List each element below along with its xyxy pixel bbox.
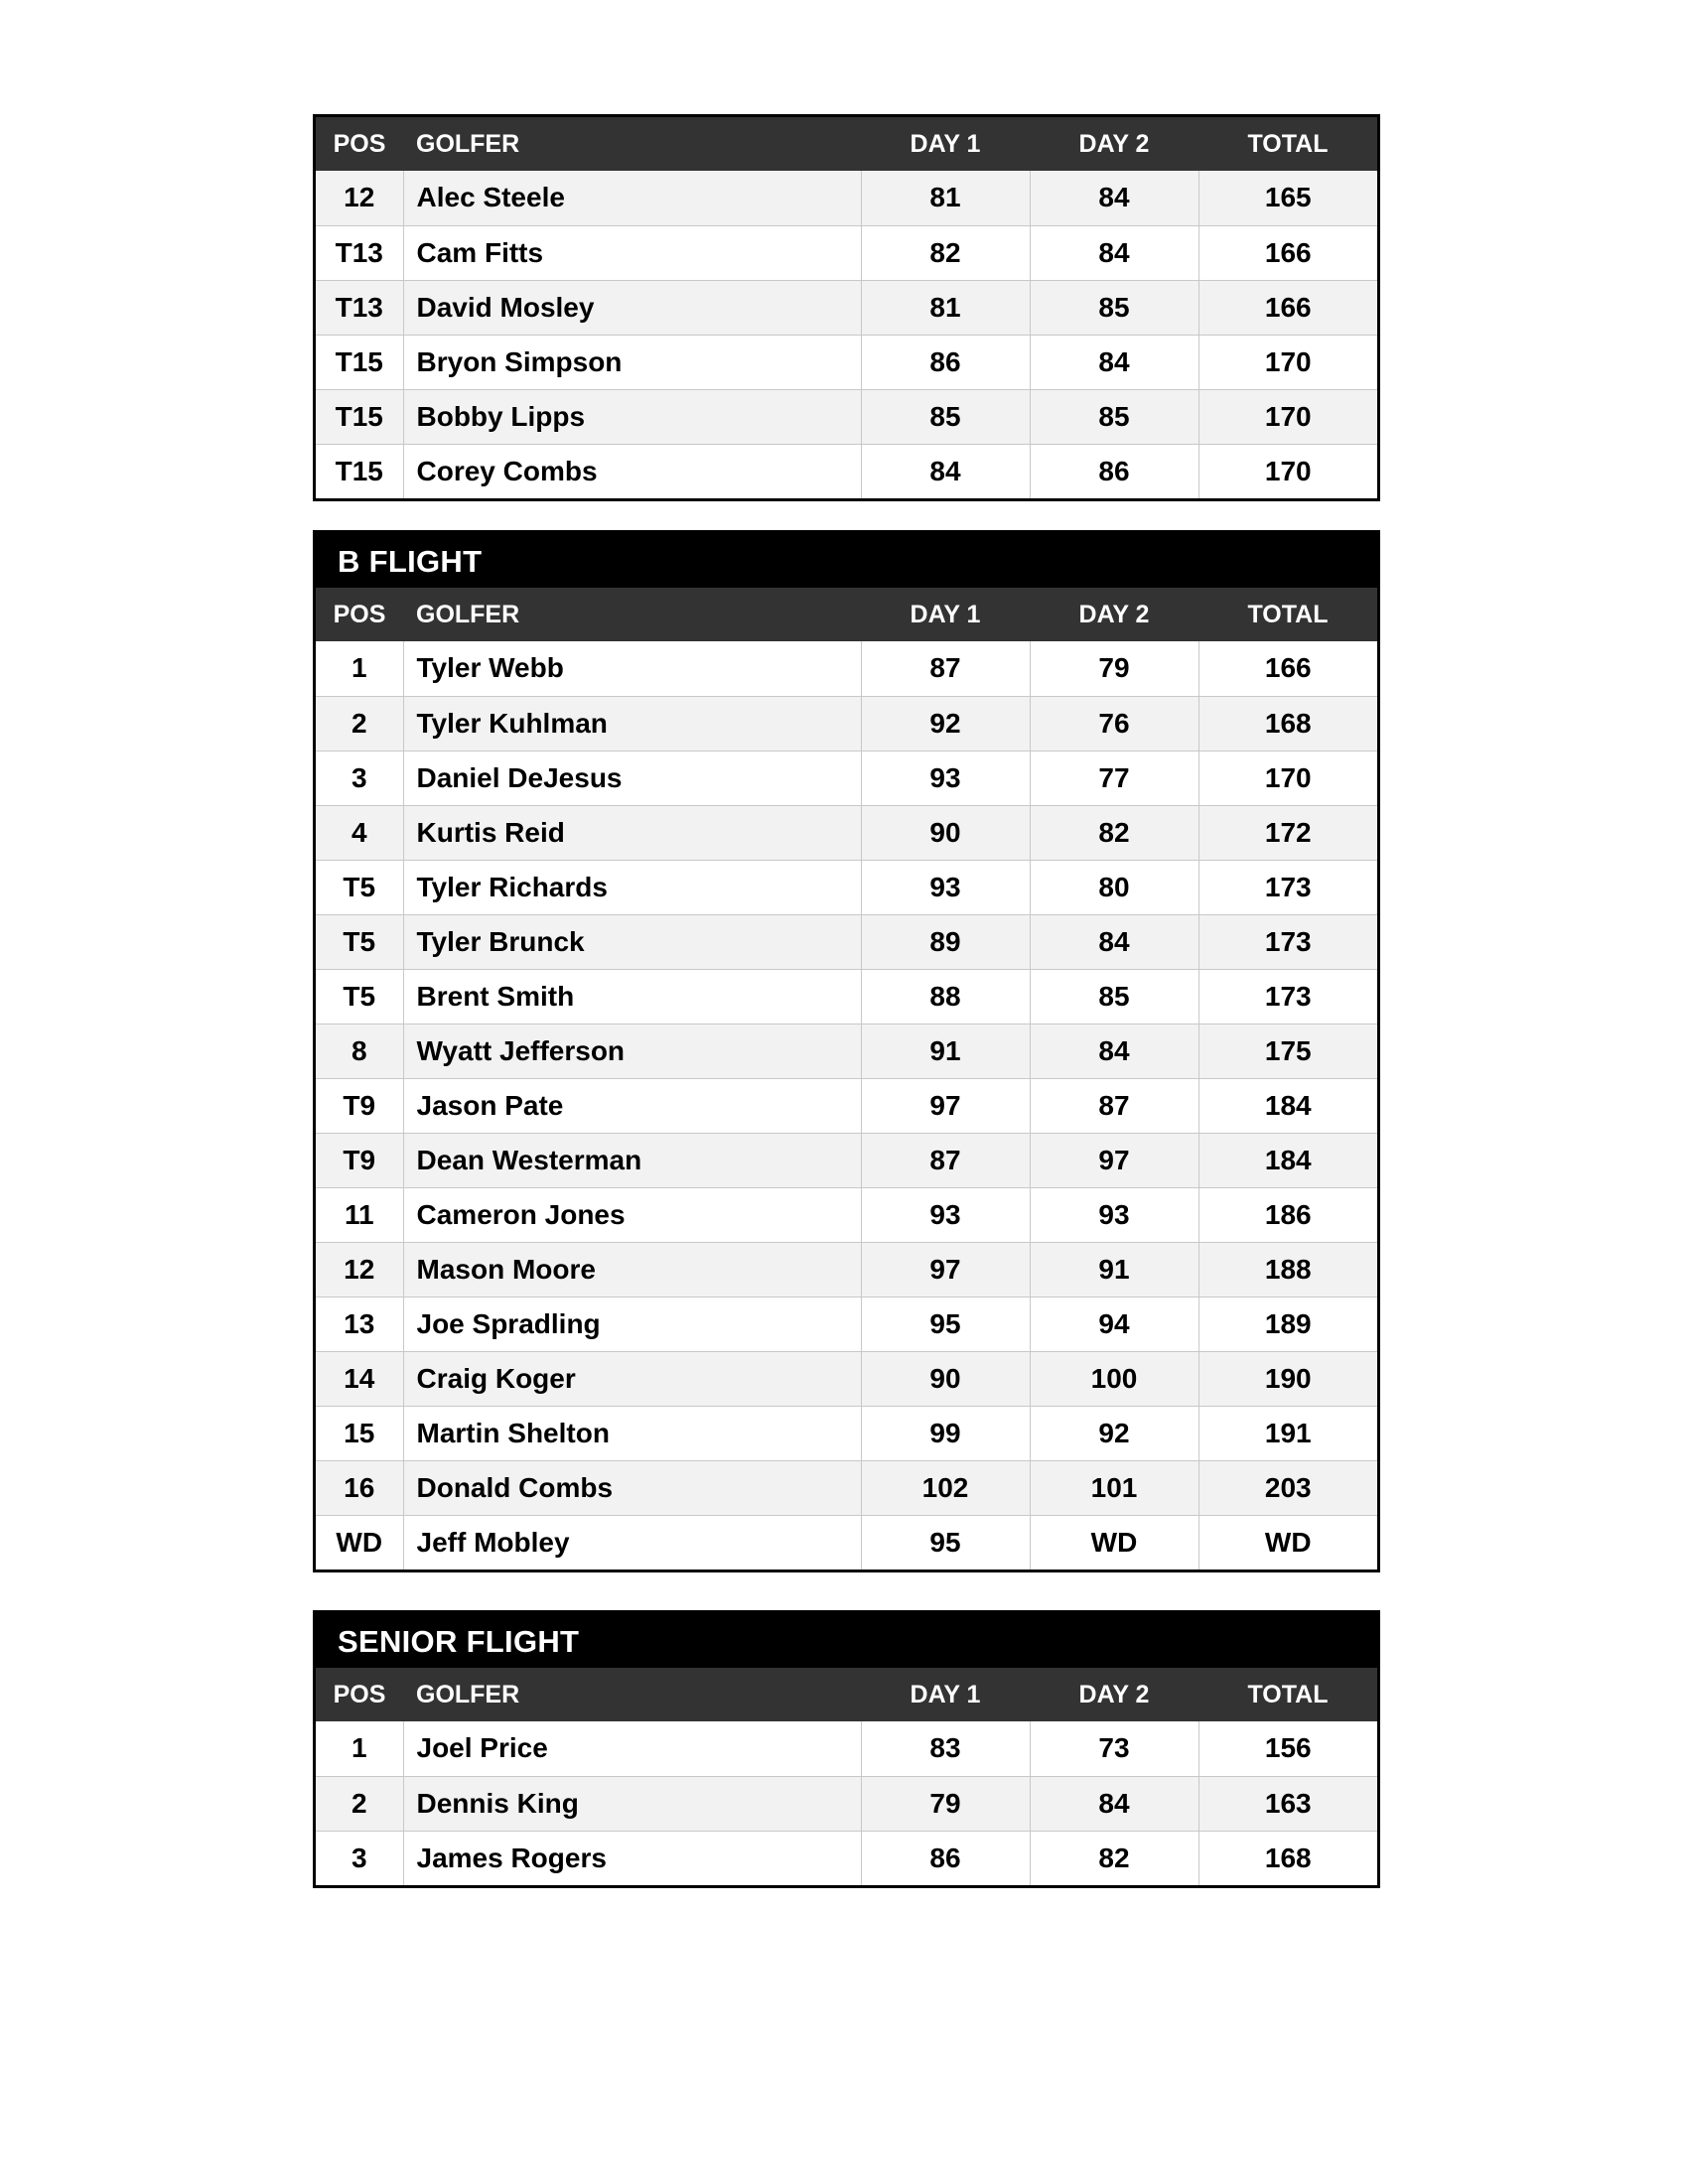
day1-score: 81 — [861, 171, 1030, 225]
day2-score: 77 — [1030, 751, 1198, 805]
golfer-name: James Rogers — [403, 1831, 861, 1885]
pos-cell: 2 — [316, 1776, 403, 1831]
day2-score: 87 — [1030, 1078, 1198, 1133]
golfer-name: David Mosley — [403, 280, 861, 335]
day2-score: 84 — [1030, 335, 1198, 389]
day2-score: 84 — [1030, 1776, 1198, 1831]
table-row — [316, 171, 1377, 225]
golfer-name: Tyler Kuhlman — [403, 696, 861, 751]
golfer-name: Kurtis Reid — [403, 805, 861, 860]
golfer-header: GOLFER — [403, 1668, 861, 1721]
day2-score: 82 — [1030, 1831, 1198, 1885]
day2-score: 100 — [1030, 1351, 1198, 1406]
total-header: TOTAL — [1198, 1668, 1377, 1721]
day1-header: DAY 1 — [861, 117, 1030, 171]
day2-score: 85 — [1030, 280, 1198, 335]
day1-score: 102 — [861, 1460, 1030, 1515]
golfer-name: Wyatt Jefferson — [403, 1024, 861, 1078]
total-score: 166 — [1198, 280, 1377, 335]
day1-score: 97 — [861, 1078, 1030, 1133]
pos-cell: 12 — [316, 1242, 403, 1297]
pos-cell: T5 — [316, 860, 403, 914]
pos-cell: 13 — [316, 1297, 403, 1351]
total-score: 188 — [1198, 1242, 1377, 1297]
golfer-name: Brent Smith — [403, 969, 861, 1024]
leaderboard-continued — [313, 114, 1380, 501]
total-score: 170 — [1198, 444, 1377, 498]
golfer-name: Jeff Mobley — [403, 1515, 861, 1570]
total-score: 184 — [1198, 1133, 1377, 1187]
day1-score: 90 — [861, 805, 1030, 860]
table-row — [316, 1721, 1377, 1776]
day1-score: 92 — [861, 696, 1030, 751]
total-score: 173 — [1198, 860, 1377, 914]
golfer-name: Cameron Jones — [403, 1187, 861, 1242]
pos-cell: T5 — [316, 914, 403, 969]
pos-cell: 16 — [316, 1460, 403, 1515]
golfer-name: Alec Steele — [403, 171, 861, 225]
day1-score: 82 — [861, 225, 1030, 280]
day2-score: 84 — [1030, 914, 1198, 969]
pos-cell: 2 — [316, 696, 403, 751]
day2-score: 91 — [1030, 1242, 1198, 1297]
golfer-name: Tyler Richards — [403, 860, 861, 914]
golfer-header: GOLFER — [403, 588, 861, 641]
day2-score: 80 — [1030, 860, 1198, 914]
total-score: 163 — [1198, 1776, 1377, 1831]
golfer-name: Bobby Lipps — [403, 389, 861, 444]
day2-score: 79 — [1030, 641, 1198, 696]
total-score: 170 — [1198, 751, 1377, 805]
pos-cell: T15 — [316, 389, 403, 444]
day1-score: 83 — [861, 1721, 1030, 1776]
table-row — [316, 389, 1377, 444]
total-score: 168 — [1198, 696, 1377, 751]
total-score: 189 — [1198, 1297, 1377, 1351]
table-row — [316, 751, 1377, 805]
total-score: 203 — [1198, 1460, 1377, 1515]
table-row — [316, 335, 1377, 389]
day1-score: 86 — [861, 1831, 1030, 1885]
table-row — [316, 280, 1377, 335]
day2-score: 94 — [1030, 1297, 1198, 1351]
day2-score: 73 — [1030, 1721, 1198, 1776]
golfer-name: Corey Combs — [403, 444, 861, 498]
day2-score: 92 — [1030, 1406, 1198, 1460]
pos-cell: T5 — [316, 969, 403, 1024]
day1-score: 99 — [861, 1406, 1030, 1460]
total-score: WD — [1198, 1515, 1377, 1570]
day2-header: DAY 2 — [1030, 588, 1198, 641]
day2-score: 97 — [1030, 1133, 1198, 1187]
pos-header: POS — [316, 117, 403, 171]
table-row — [316, 969, 1377, 1024]
day1-score: 97 — [861, 1242, 1030, 1297]
table-row — [316, 444, 1377, 498]
golfer-name: Martin Shelton — [403, 1406, 861, 1460]
day2-score: 93 — [1030, 1187, 1198, 1242]
total-score: 170 — [1198, 389, 1377, 444]
table-row — [316, 1776, 1377, 1831]
table-header-row — [316, 588, 1377, 641]
pos-header: POS — [316, 1668, 403, 1721]
total-score: 184 — [1198, 1078, 1377, 1133]
table-row — [316, 696, 1377, 751]
total-score: 156 — [1198, 1721, 1377, 1776]
day2-score: 84 — [1030, 171, 1198, 225]
day2-score: 85 — [1030, 389, 1198, 444]
golfer-name: Tyler Brunck — [403, 914, 861, 969]
day1-score: 95 — [861, 1515, 1030, 1570]
pos-cell: WD — [316, 1515, 403, 1570]
day1-score: 90 — [861, 1351, 1030, 1406]
golfer-name: Joel Price — [403, 1721, 861, 1776]
golfer-name: Donald Combs — [403, 1460, 861, 1515]
table-header-row — [316, 1668, 1377, 1721]
total-score: 175 — [1198, 1024, 1377, 1078]
pos-cell: 8 — [316, 1024, 403, 1078]
day1-header: DAY 1 — [861, 1668, 1030, 1721]
pos-cell: 3 — [316, 751, 403, 805]
leaderboard-table — [316, 117, 1377, 498]
senior-flight-section — [313, 1610, 1380, 1888]
total-score: 173 — [1198, 969, 1377, 1024]
table-row — [316, 1078, 1377, 1133]
table-row — [316, 1242, 1377, 1297]
day1-score: 93 — [861, 1187, 1030, 1242]
table-row — [316, 225, 1377, 280]
golfer-name: Craig Koger — [403, 1351, 861, 1406]
golfer-header: GOLFER — [403, 117, 861, 171]
pos-cell: 11 — [316, 1187, 403, 1242]
golfer-name: Jason Pate — [403, 1078, 861, 1133]
pos-cell: T9 — [316, 1133, 403, 1187]
total-score: 166 — [1198, 641, 1377, 696]
pos-cell: 1 — [316, 641, 403, 696]
golfer-name: Dean Westerman — [403, 1133, 861, 1187]
table-row — [316, 1406, 1377, 1460]
flight-title: B FLIGHT — [316, 533, 1377, 588]
pos-cell: 12 — [316, 171, 403, 225]
table-row — [316, 1515, 1377, 1570]
day2-header: DAY 2 — [1030, 117, 1198, 171]
golfer-name: Bryon Simpson — [403, 335, 861, 389]
day1-score: 84 — [861, 444, 1030, 498]
total-score: 191 — [1198, 1406, 1377, 1460]
total-score: 186 — [1198, 1187, 1377, 1242]
pos-cell: 1 — [316, 1721, 403, 1776]
pos-cell: T13 — [316, 280, 403, 335]
table-row — [316, 1460, 1377, 1515]
day1-score: 89 — [861, 914, 1030, 969]
day2-score: 85 — [1030, 969, 1198, 1024]
day2-score: 101 — [1030, 1460, 1198, 1515]
day1-header: DAY 1 — [861, 588, 1030, 641]
total-score: 165 — [1198, 171, 1377, 225]
total-header: TOTAL — [1198, 117, 1377, 171]
table-row — [316, 1831, 1377, 1885]
day1-score: 87 — [861, 641, 1030, 696]
total-score: 173 — [1198, 914, 1377, 969]
golfer-name: Joe Spradling — [403, 1297, 861, 1351]
total-header: TOTAL — [1198, 588, 1377, 641]
golfer-name: Cam Fitts — [403, 225, 861, 280]
table-row — [316, 1133, 1377, 1187]
pos-cell: T9 — [316, 1078, 403, 1133]
day2-score: 86 — [1030, 444, 1198, 498]
pos-cell: T15 — [316, 335, 403, 389]
day1-score: 85 — [861, 389, 1030, 444]
day2-score: 82 — [1030, 805, 1198, 860]
day1-score: 95 — [861, 1297, 1030, 1351]
pos-header: POS — [316, 588, 403, 641]
total-score: 168 — [1198, 1831, 1377, 1885]
pos-cell: 15 — [316, 1406, 403, 1460]
golfer-name: Mason Moore — [403, 1242, 861, 1297]
total-score: 190 — [1198, 1351, 1377, 1406]
pos-cell: T15 — [316, 444, 403, 498]
total-score: 170 — [1198, 335, 1377, 389]
leaderboard-table — [316, 1668, 1377, 1885]
b-flight-section — [313, 530, 1380, 1572]
golfer-name: Tyler Webb — [403, 641, 861, 696]
table-row — [316, 805, 1377, 860]
table-header-row — [316, 117, 1377, 171]
day1-score: 79 — [861, 1776, 1030, 1831]
day1-score: 93 — [861, 751, 1030, 805]
table-row — [316, 641, 1377, 696]
total-score: 172 — [1198, 805, 1377, 860]
flight-title: SENIOR FLIGHT — [316, 1613, 1377, 1668]
table-row — [316, 860, 1377, 914]
table-row — [316, 1187, 1377, 1242]
day2-score: 76 — [1030, 696, 1198, 751]
day1-score: 87 — [861, 1133, 1030, 1187]
pos-cell: 3 — [316, 1831, 403, 1885]
day2-score: WD — [1030, 1515, 1198, 1570]
day2-score: 84 — [1030, 1024, 1198, 1078]
day1-score: 86 — [861, 335, 1030, 389]
day1-score: 88 — [861, 969, 1030, 1024]
day1-score: 81 — [861, 280, 1030, 335]
day1-score: 93 — [861, 860, 1030, 914]
table-row — [316, 1351, 1377, 1406]
table-row — [316, 914, 1377, 969]
total-score: 166 — [1198, 225, 1377, 280]
leaderboard-table — [316, 588, 1377, 1570]
pos-cell: 4 — [316, 805, 403, 860]
day1-score: 91 — [861, 1024, 1030, 1078]
golfer-name: Dennis King — [403, 1776, 861, 1831]
day2-header: DAY 2 — [1030, 1668, 1198, 1721]
golfer-name: Daniel DeJesus — [403, 751, 861, 805]
day2-score: 84 — [1030, 225, 1198, 280]
pos-cell: 14 — [316, 1351, 403, 1406]
table-row — [316, 1024, 1377, 1078]
pos-cell: T13 — [316, 225, 403, 280]
table-row — [316, 1297, 1377, 1351]
